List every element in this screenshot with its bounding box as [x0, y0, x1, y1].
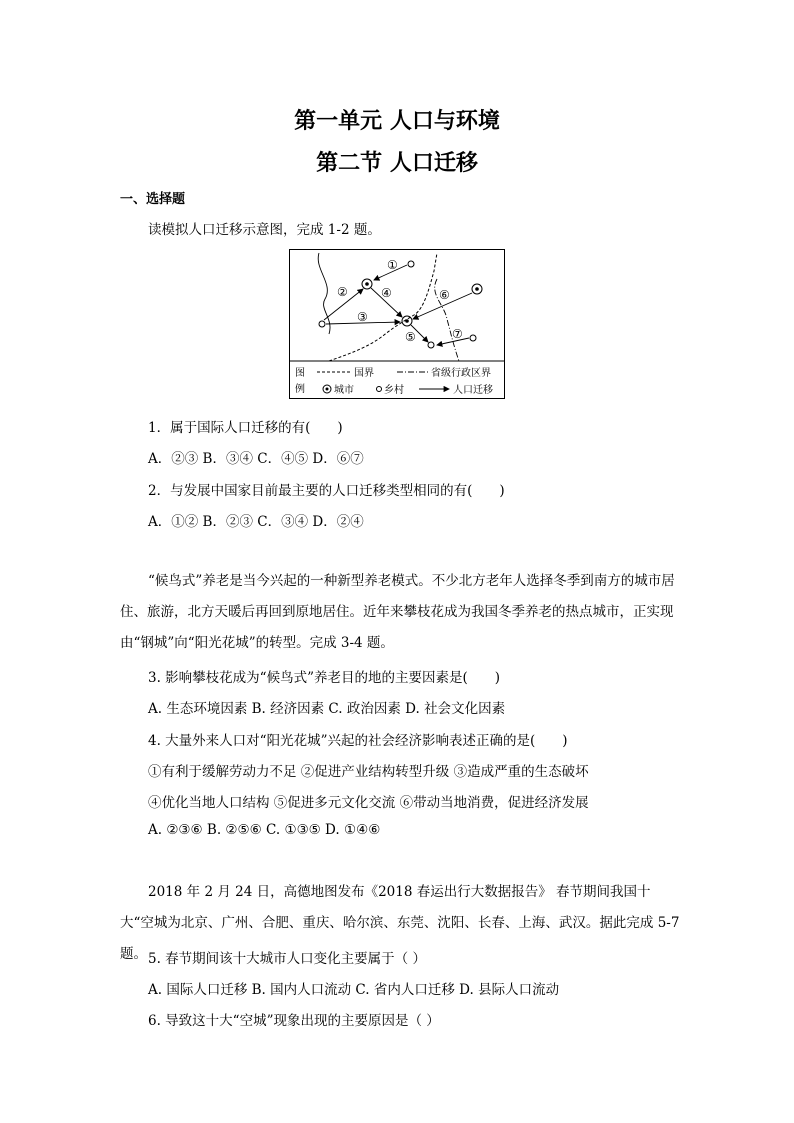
question-4-options: A. ②③⑥ B. ②⑤⑥ C. ①③⑤ D. ①④⑥	[148, 822, 381, 838]
map-number-1: ①	[387, 258, 398, 272]
question-4-items-2: ④优化当地人口结构 ⑤促进多元文化交流 ⑥带动当地消费，促进经济发展	[148, 795, 589, 811]
map-number-6: ⑥	[439, 288, 450, 302]
map-number-2: ②	[337, 285, 348, 299]
question-5: 5. 春节期间该十大城市人口变化主要属于（ ）	[148, 951, 426, 967]
section-title: 第二节 人口迁移	[316, 151, 478, 176]
map-number-5: ⑤	[405, 330, 416, 344]
village-marker	[470, 335, 476, 341]
legend-city: 城市	[334, 385, 354, 396]
question-4-items-1: ①有利于缓解劳动力不足 ②促进产业结构转型升级 ③造成严重的生态破坏	[148, 764, 589, 780]
group1-intro: 读模拟人口迁移示意图，完成 1-2 题。	[148, 222, 381, 238]
question-6: 6. 导致这十大“空城”现象出现的主要原因是（ ）	[148, 1013, 440, 1029]
question-1-options: A．②③ B．③④ C．④⑤ D．⑥⑦	[148, 451, 364, 467]
village-marker	[319, 321, 325, 327]
part-label: 一、选择题	[120, 192, 186, 207]
legend-province-border: 省级行政区界	[431, 368, 491, 379]
question-3-options: A. 生态环境因素 B. 经济因素 C. 政治因素 D. 社会文化因素	[148, 701, 506, 717]
question-5-options: A. 国际人口迁移 B. 国内人口流动 C. 省内人口迁移 D. 县际人口流动	[148, 982, 560, 998]
legend-village: 乡村	[384, 385, 404, 396]
village-marker	[408, 261, 414, 267]
legend-title-1: 图	[295, 368, 305, 379]
city-marker	[362, 279, 372, 289]
country-border	[329, 253, 437, 361]
city-marker	[472, 284, 482, 294]
village-marker	[428, 342, 434, 348]
question-3: 3. 影响攀枝花成为“候鸟式”养老目的地的主要因素是( )	[148, 670, 501, 686]
legend-title-2: 例	[295, 384, 305, 395]
question-4: 4. 大量外来人口对“阳光花城”兴起的社会经济影响表述正确的是( )	[148, 733, 568, 749]
legend-migration: 人口迁移	[453, 385, 493, 396]
question-2: 2．与发展中国家目前最主要的人口迁移类型相同的有( )	[148, 483, 505, 499]
legend-country-border: 国界	[354, 368, 374, 379]
unit-title: 第一单元 人口与环境	[294, 109, 500, 134]
question-1: 1．属于国际人口迁移的有( )	[148, 420, 343, 436]
group2-passage: “候鸟式”养老是当今兴起的一种新型养老模式。不少北方老年人选择冬季到南方的城市居住、旅游，北方天暖后再回到原地居住。近年来攀枝花成为我国冬季养老的热点城市，正实现由“钢城”向“阳光花城”的转型。完成 3-4 题。	[120, 573, 675, 651]
migration-diagram	[289, 249, 505, 399]
question-2-options: A．①② B．②③ C．③④ D．②④	[148, 514, 364, 530]
map-number-4: ④	[381, 286, 392, 300]
map-number-7: ⑦	[452, 327, 463, 341]
group3-passage: 2018 年 2 月 24 日，高德地图发布《2018 春运出行大数据报告》 春节期间我国十大“空城为北京、广州、合肥、重庆、哈尔滨、东莞、沈阳、长春、上海、武汉。据此完成 5-7 题。	[120, 884, 680, 962]
map-number-3: ③	[357, 310, 368, 324]
